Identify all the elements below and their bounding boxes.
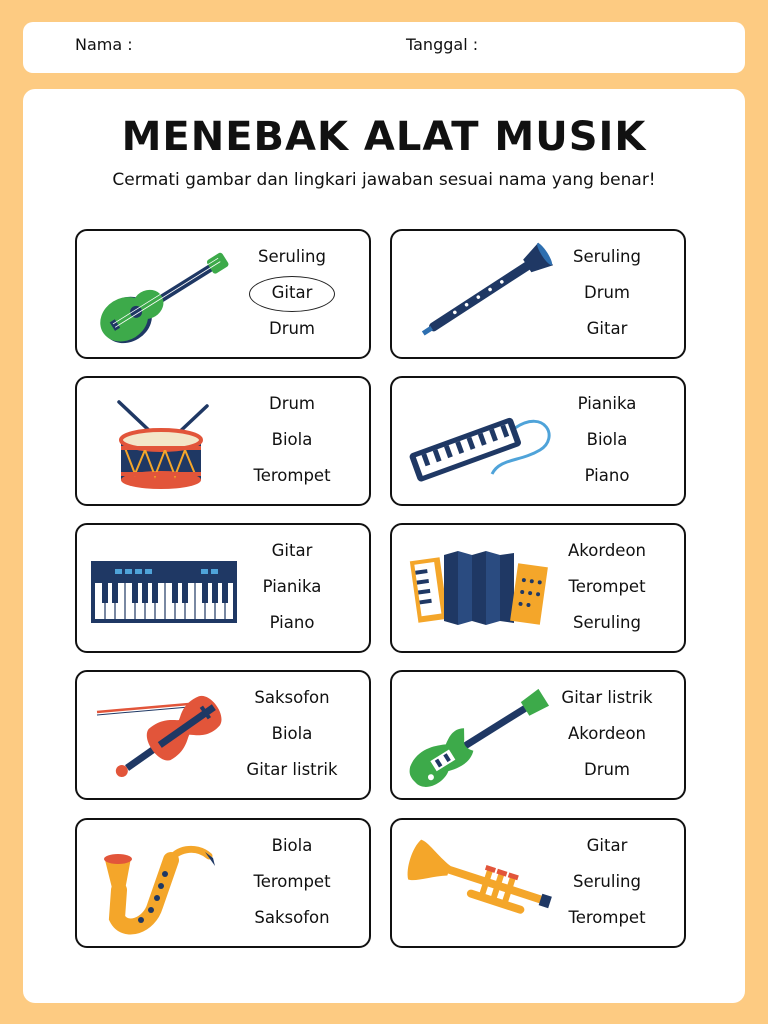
page-title: MENEBAK ALAT MUSIK: [121, 114, 647, 160]
answer-option[interactable]: Saksofon: [254, 688, 330, 707]
answer-option[interactable]: Piano: [269, 613, 315, 632]
keyboard-icon: [85, 535, 245, 645]
answer-option[interactable]: Drum: [583, 760, 631, 779]
answer-option[interactable]: Terompet: [568, 908, 646, 927]
guitar-icon: [85, 241, 245, 351]
name-label: Nama :: [75, 35, 133, 54]
answer-option[interactable]: Akordeon: [567, 724, 647, 743]
answer-option[interactable]: Terompet: [253, 466, 331, 485]
answer-option[interactable]: Saksofon: [254, 908, 330, 927]
answer-option[interactable]: Seruling: [573, 872, 641, 891]
answer-option[interactable]: Terompet: [253, 872, 331, 891]
answer-option[interactable]: Drum: [268, 319, 316, 338]
answer-option[interactable]: Biola: [586, 430, 628, 449]
answer-option[interactable]: Gitar listrik: [246, 760, 338, 779]
answer-option[interactable]: Gitar: [271, 541, 313, 560]
answer-option[interactable]: Gitar listrik: [561, 688, 653, 707]
answer-option[interactable]: Pianika: [577, 394, 637, 413]
answer-option[interactable]: Seruling: [573, 613, 641, 632]
question-card-melodica: [390, 376, 686, 506]
answer-option[interactable]: Drum: [268, 394, 316, 413]
answer-option[interactable]: Piano: [584, 466, 630, 485]
flute-icon: [400, 241, 560, 351]
question-card-flute: [390, 229, 686, 359]
question-card-accordion: [390, 523, 686, 653]
answer-option[interactable]: Drum: [583, 283, 631, 302]
instructions: Cermati gambar dan lingkari jawaban sesuai nama yang benar!: [112, 170, 656, 190]
header-bar: [23, 22, 745, 73]
answer-option[interactable]: Gitar: [586, 836, 628, 855]
melodica-icon: [400, 388, 560, 498]
accordion-icon: [400, 535, 560, 645]
answer-option[interactable]: Akordeon: [567, 541, 647, 560]
answer-option[interactable]: Biola: [271, 836, 313, 855]
question-card-keyboard: [75, 523, 371, 653]
question-card-drum: [75, 376, 371, 506]
drum-icon: [85, 388, 245, 498]
question-card-violin: [75, 670, 371, 800]
question-card-guitar: [75, 229, 371, 359]
answer-option[interactable]: Gitar: [586, 319, 628, 338]
answer-option[interactable]: Pianika: [262, 577, 322, 596]
violin-icon: [85, 682, 245, 792]
answer-option[interactable]: Biola: [271, 724, 313, 743]
date-label: Tanggal :: [406, 35, 479, 54]
answer-option[interactable]: Seruling: [573, 247, 641, 266]
question-card-saxophone: [75, 818, 371, 948]
trumpet-icon: [400, 830, 560, 940]
answer-option[interactable]: Seruling: [258, 247, 326, 266]
answer-option[interactable]: Biola: [271, 430, 313, 449]
question-card-trumpet: [390, 818, 686, 948]
electric-guitar-icon: [400, 682, 560, 792]
saxophone-icon: [85, 830, 245, 940]
question-card-electric-guitar: [390, 670, 686, 800]
answer-option[interactable]: Terompet: [568, 577, 646, 596]
answer-option-circled[interactable]: Gitar: [237, 283, 347, 302]
